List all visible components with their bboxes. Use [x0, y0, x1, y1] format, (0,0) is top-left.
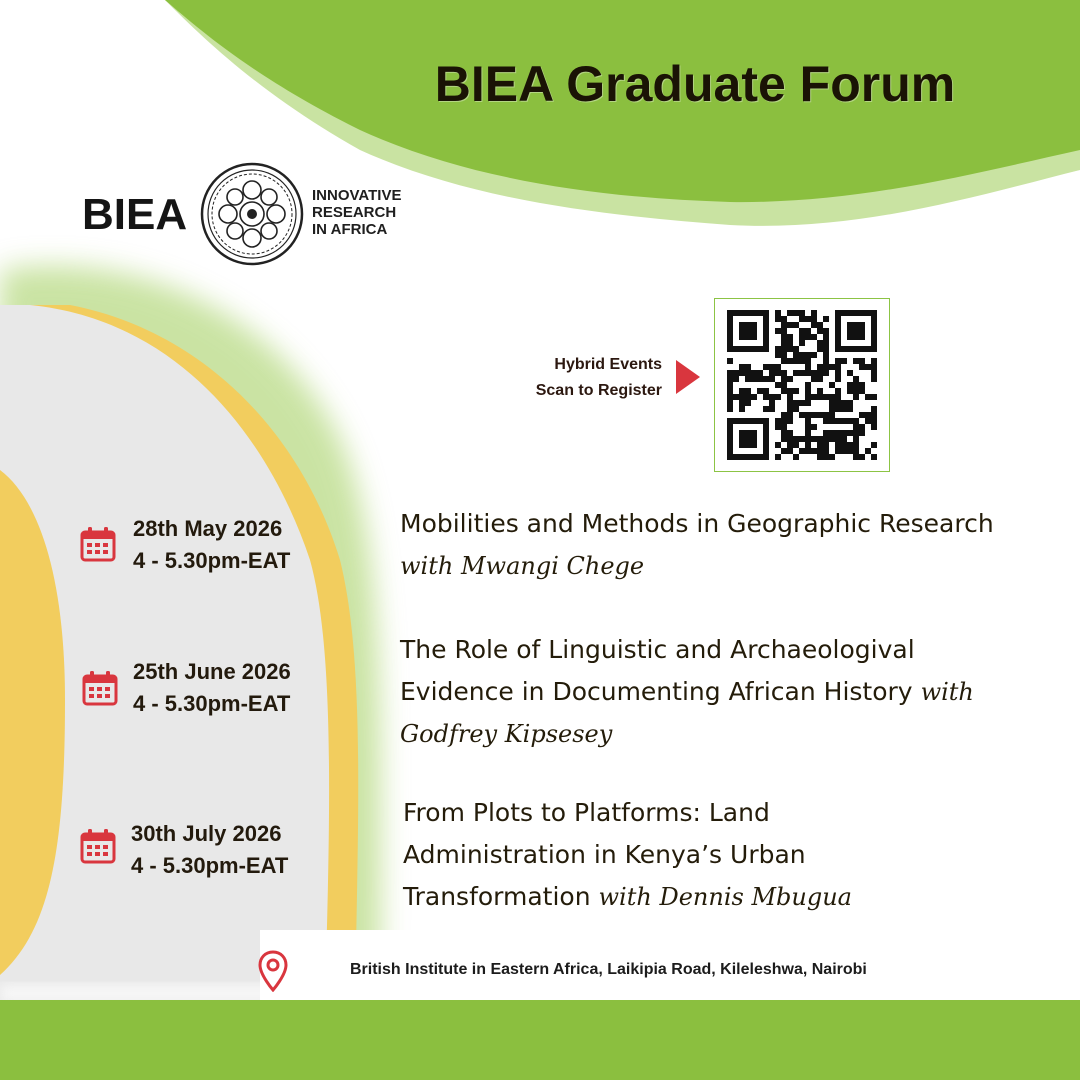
page-title: BIEA Graduate Forum	[434, 56, 956, 112]
talk-title: From Plots to Platforms: Land Administration in Kenya’s Urban Transformation	[403, 798, 806, 911]
qr-code-icon	[725, 309, 879, 461]
event-talk	[403, 792, 913, 918]
qr-code[interactable]	[714, 298, 890, 472]
location-pin-icon	[258, 950, 288, 992]
logo-tagline: INNOVATIVE RESEARCH IN AFRICA	[312, 187, 402, 238]
talk-title: Mobilities and Methods in Geographic Research	[400, 509, 994, 538]
registration-label: Hybrid Events Scan to Register	[535, 356, 662, 399]
event-date: 28th May 2026 4 - 5.30pm-EAT	[133, 516, 291, 573]
biea-logo	[80, 160, 440, 270]
logo-wordmark: BIEA	[82, 190, 188, 239]
event-date: 25th June 2026 4 - 5.30pm-EAT	[133, 659, 291, 716]
talk-speaker: with Mwangi Chege	[400, 552, 645, 580]
calendar-icon	[82, 670, 118, 706]
venue-address: British Institute in Eastern Africa, Laikipia Road, Kileleshwa, Nairobi	[350, 961, 867, 978]
calendar-icon	[80, 828, 116, 864]
event-date: 30th July 2026 4 - 5.30pm-EAT	[131, 821, 289, 878]
talk-speaker: with Dennis Mbugua	[598, 883, 852, 911]
footer-bar	[0, 1000, 1080, 1080]
talk-speaker: with Godfrey Kipsesey	[400, 678, 974, 748]
event-talk	[400, 629, 990, 755]
talk-title: The Role of Linguistic and Archaeologival Evidence in Documenting African History	[400, 635, 915, 706]
calendar-icon	[80, 526, 116, 562]
event-talk	[400, 503, 1000, 587]
seal-icon	[200, 162, 304, 266]
arrow-right-icon	[676, 360, 700, 394]
